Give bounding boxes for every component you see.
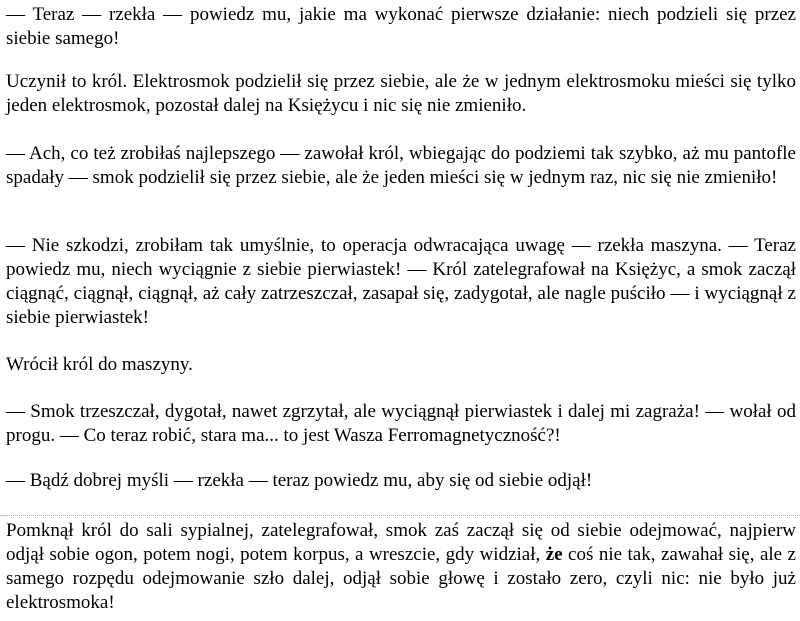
paragraph-1: — Teraz — rzekła — powiedz mu, jakie ma wykonać pierwsze działanie: niech podzieli się przez siebie samego!	[6, 4, 796, 49]
paragraph-3: — Ach, co też zrobiłaś najlepszego — zawołał król, wbiegając do podziemi tak szybko, aż mu pantofle spadały — smok podzielił się przez siebie, ale że jeden mieści się w jednym raz, nic się nie zmieniło!	[6, 143, 796, 188]
section-divider	[0, 515, 800, 516]
paragraph-7: — Bądź dobrej myśli — rzekła — teraz powiedz mu, aby się od siebie odjął!	[6, 470, 593, 491]
paragraph-8-text-start: Pomknął król do sali sypialnej, zatelegrafował, smok zaś zaczął się od siebie odejmować, najpierw odjął sobie ogon, potem nogi, potem korpus, a wreszcie, gdy widział,	[6, 520, 796, 565]
paragraph-6: — Smok trzeszczał, dygotał, nawet zgrzytał, ale wyciągnął pierwiastek i dalej mi zagraża! — wołał od progu. — Co teraz robić, stara ma... to jest Wasza Ferromagnetyczność?!	[6, 401, 796, 446]
paragraph-5: Wrócił król do maszyny.	[6, 354, 193, 375]
paragraph-8-bold-word: że	[545, 544, 563, 565]
paragraph-2: Uczynił to król. Elektrosmok podzielił się przez siebie, ale że w jednym elektrosmoku mieści się tylko jeden elektrosmok, pozostał dalej na Księżycu i nic się nie zmieniło.	[6, 71, 796, 116]
paragraph-8-text-end: coś nie tak, zawahał się, ale z samego rozpędu odejmowanie szło dalej, odjął sobie głowę i zostało zero, czyli nic: nie było już elektrosmoka!	[6, 544, 796, 613]
paragraph-8	[6, 519, 796, 615]
paragraph-4: — Nie szkodzi, zrobiłam tak umyślnie, to operacja odwracająca uwagę — rzekła maszyna. — Teraz powiedz mu, niech wyciągnie z siebie pierwiastek! — Król zatelegrafował na Księżyc, a smok zaczął ciągnąć, ciągnął, ciągnął, aż cały zatrzeszczał, zasapał się, zadygotał, ale nagle puściło — i wyciągnął z siebie pierwiastek!	[6, 235, 796, 328]
